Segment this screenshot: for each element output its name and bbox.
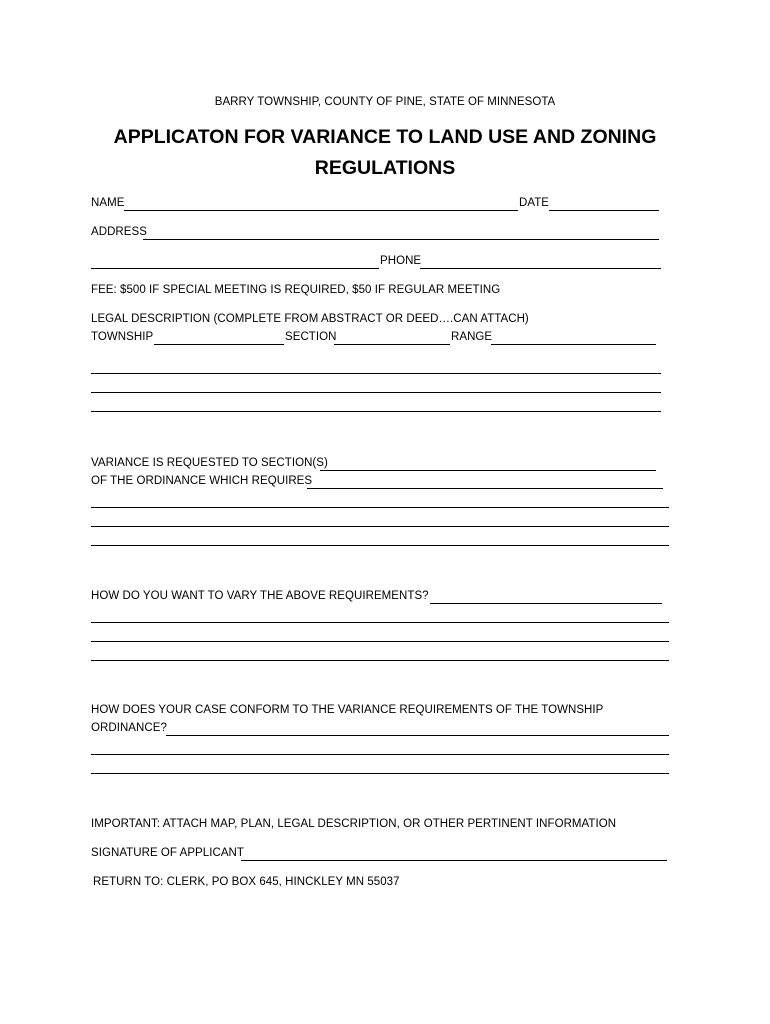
ordinance-requires-line[interactable] [91,545,669,546]
how-vary-label: HOW DO YOU WANT TO VARY THE ABOVE REQUIREMENTS? [91,590,429,602]
range-label: RANGE [451,331,493,343]
date-field[interactable] [549,210,659,211]
signature-label: SIGNATURE OF APPLICANT [91,847,244,859]
how-vary-field[interactable] [430,603,662,604]
variance-section-field[interactable] [320,470,656,471]
conform-label-line2: ORDINANCE? [91,722,167,734]
legal-description-line[interactable] [91,373,661,374]
return-address: RETURN TO: CLERK, PO BOX 645, HINCKLEY MN 55037 [93,876,400,888]
ordinance-requires-field[interactable] [307,488,663,489]
conform-line[interactable] [91,754,669,755]
section-label: SECTION [285,331,337,343]
address-field[interactable] [143,239,659,240]
legal-description-line[interactable] [91,411,661,412]
range-field[interactable] [491,344,656,345]
date-label: DATE [519,197,550,209]
legal-description-line[interactable] [91,392,661,393]
legal-description-label: LEGAL DESCRIPTION (COMPLETE FROM ABSTRACT OR DEED….CAN ATTACH) [91,313,529,325]
variance-requested-label: VARIANCE IS REQUESTED TO SECTION(S) [91,457,328,469]
township-label: TOWNSHIP [91,331,154,343]
phone-label: PHONE [380,255,422,267]
signature-field[interactable] [241,860,667,861]
section-field[interactable] [334,344,450,345]
conform-line[interactable] [91,773,669,774]
ordinance-requires-label: OF THE ORDINANCE WHICH REQUIRES [91,475,313,487]
address-field-line2[interactable] [91,268,379,269]
how-vary-line[interactable] [91,641,669,642]
form-title-line1: APPLICATON FOR VARIANCE TO LAND USE AND ZONING [113,126,657,148]
name-field[interactable] [124,210,518,211]
conform-field[interactable] [166,735,669,736]
how-vary-line[interactable] [91,622,669,623]
name-label: NAME [91,197,125,209]
address-label: ADDRESS [91,226,147,238]
fee-text: FEE: $500 IF SPECIAL MEETING IS REQUIRED, $50 IF REGULAR MEETING [91,284,501,296]
conform-label-line1: HOW DOES YOUR CASE CONFORM TO THE VARIANCE REQUIREMENTS OF THE TOWNSHIP [91,704,604,716]
phone-field[interactable] [420,268,661,269]
ordinance-requires-line[interactable] [91,526,669,527]
jurisdiction-header: BARRY TOWNSHIP, COUNTY OF PINE, STATE OF MINNESOTA [214,96,556,108]
township-field[interactable] [154,344,284,345]
important-note: IMPORTANT: ATTACH MAP, PLAN, LEGAL DESCRIPTION, OR OTHER PERTINENT INFORMATION [91,818,617,830]
ordinance-requires-line[interactable] [91,507,669,508]
form-title-line2: REGULATIONS [314,157,456,179]
how-vary-line[interactable] [91,660,669,661]
